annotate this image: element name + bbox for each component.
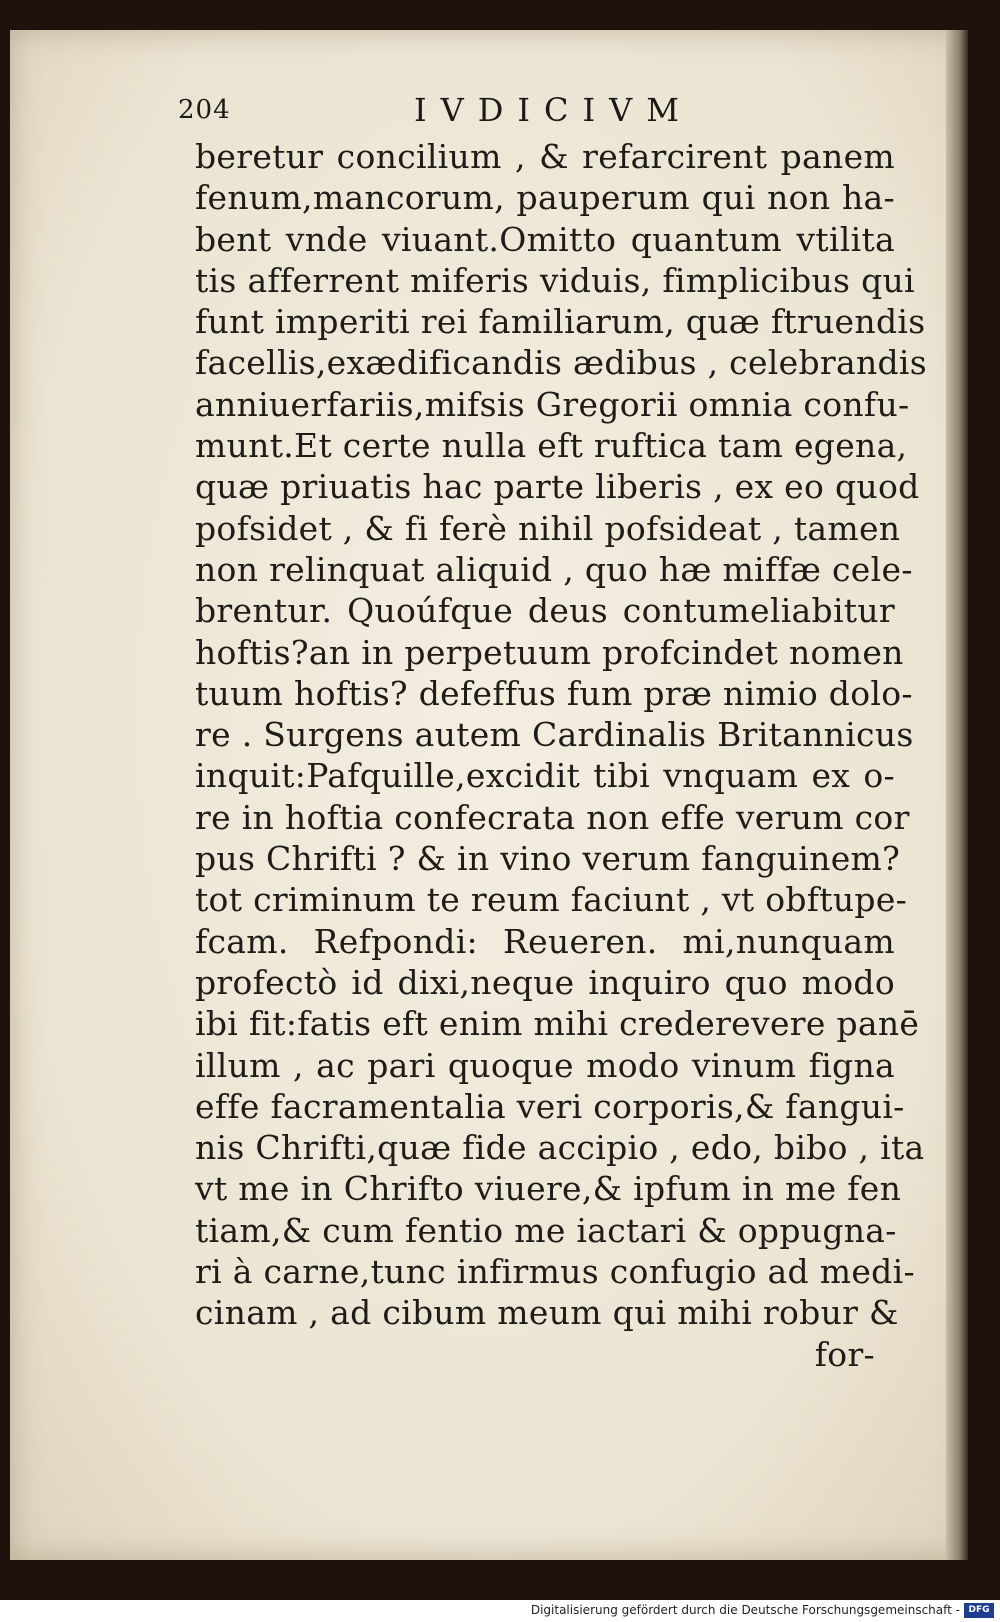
text-line: tiam,& cum fentio me iactari & oppugna- [195,1210,897,1250]
text-line: tuum hoftis? defeffus fum præ nimio dolo- [195,673,913,713]
text-line: cinam , ad cibum meum qui mihi robur & [195,1293,899,1333]
text-line: re . Surgens autem Cardinalis Britannicus [195,715,914,755]
text-line: re in hoftia confecrata non effe verum cor [195,797,910,837]
text-line: vt me in Chrifto viuere,& ipfum in me fen [195,1169,902,1209]
text-line: bent vnde viuant.Omitto quantum vtilita [195,219,895,259]
text-line: hoftis?an in perpetuum profcindet nomen [195,632,904,672]
text-line: beretur concilium , & refarcirent panem [195,137,895,176]
text-line: inquit:Pafquille,excidit tibi vnquam ex o- [195,756,895,796]
text-line: anniuerfariis,mifsis Gregorii omnia confu- [195,384,910,424]
text-line: nis Chrifti,quæ fide accipio , edo, bibo , ita [195,1128,925,1168]
text-line: brentur. Quoúfque deus contumeliabitur [195,591,895,631]
page-edge-gutter [946,30,968,1560]
text-line: tis afferrent miferis viduis, fimplicibus qui [195,260,915,300]
page-header [178,91,890,135]
body-text [195,136,928,1375]
page-number: 204 [178,95,231,125]
digitization-footer [0,1600,1000,1622]
catchword: for- [814,1334,875,1374]
text-line: profectò id dixi,neque inquiro quo modo [195,962,895,1002]
text-line: fenum,mancorum, pauperum qui non ha- [195,178,895,218]
text-line: quæ priuatis hac parte liberis , ex eo quod [195,467,920,507]
text-line: funt imperiti rei familiarum, quæ ftruendis [195,302,926,342]
text-line: pofsidet , & fi ferè nihil pofsideat , tamen [195,508,901,548]
text-line: non relinquat aliquid , quo hæ miffæ cele- [195,549,913,589]
text-line: illum , ac pari quoque modo vinum figna [195,1045,895,1085]
funding-credit: Digitalisierung gefördert durch die Deutsche Forschungsgemeinschaft - [530,1603,960,1617]
text-line: fcam. Refpondi: Reueren. mi,nunquam [195,921,895,961]
text-line: ri à carne,tunc infirmus confugio ad medi- [195,1252,915,1292]
text-line: facellis,exædificandis ædibus , celebrandis [195,343,928,383]
text-line: pus Chrifti ? & in vino verum fanguinem? [195,839,901,879]
text-line: munt.Et certe nulla eft ruftica tam egena, [195,426,908,466]
text-line: ibi fit:fatis eft enim mihi crederevere panē [195,1004,920,1044]
text-line: effe facramentalia veri corporis,& fangui- [195,1086,905,1126]
running-title: IVDICIVM [414,91,694,129]
text-line: tot criminum te reum faciunt , vt obftupe- [195,880,908,920]
dfg-logo: DFG [964,1603,994,1618]
